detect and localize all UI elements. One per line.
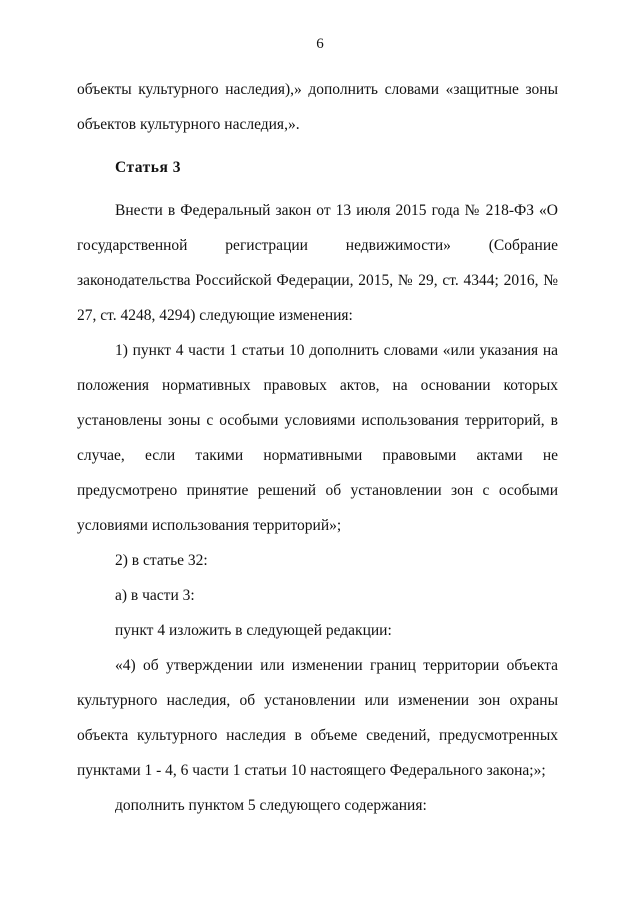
document-body (77, 72, 558, 823)
paragraph-item-1: 1) пункт 4 части 1 статьи 10 дополнить словами «или указания на положения нормативных правовых актов, на основании которых установлены зоны с особыми условиями использования территорий, в случае, если такими нормативными правовыми актами не предусмотрено принятие решений об установлении зон с особыми условиями использования территорий»; (77, 342, 558, 534)
article-heading: Статья 3 (115, 159, 181, 176)
paragraph-item-2: 2) в статье 32: (115, 552, 208, 569)
paragraph-subitem-a: а) в части 3: (115, 587, 195, 604)
paragraph-amendment-intro: Внести в Федеральный закон от 13 июля 2015 года № 218-ФЗ «О государственной регистрации недвижимости» (Собрание законодательства Российской Федерации, 2015, № 29, ст. 4344; 2016, № 27, ст. 4248, 4294) следующие изменения: (77, 202, 558, 324)
paragraph-point-4-intro: пункт 4 изложить в следующей редакции: (115, 622, 392, 639)
page-number: 6 (316, 36, 324, 52)
paragraph-point-4-text: «4) об утверждении или изменении границ территории объекта культурного наследия, об установлении или изменении зон охраны объекта культурного наследия в объеме сведений, предусмотренных пунктами 1 - 4, 6 части 1 статьи 10 настоящего Федерального закона;»; (77, 657, 558, 779)
paragraph-point-5-intro: дополнить пунктом 5 следующего содержания: (115, 797, 427, 814)
paragraph-continuation: объекты культурного наследия),» дополнить словами «защитные зоны объектов культурного наследия,». (77, 81, 558, 133)
